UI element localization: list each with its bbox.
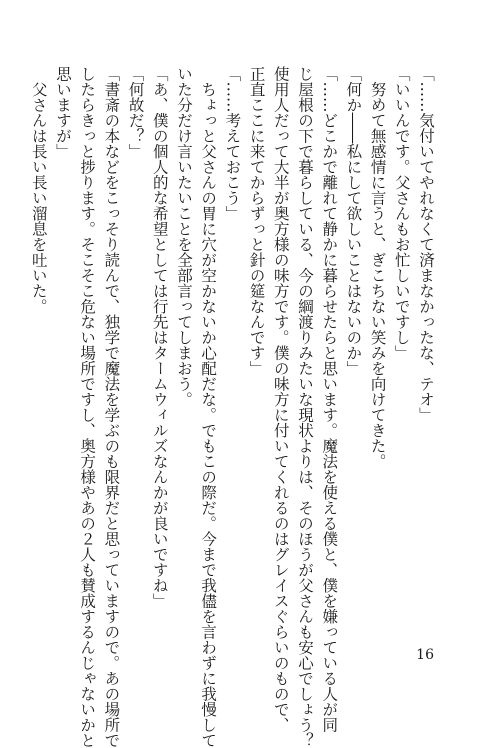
text-line: 「……気付いてやれなくて済まなかったな、テオ」: [417, 66, 435, 423]
text-line: 「……考えておこう」: [223, 66, 242, 221]
text-line: 使用人だって大半が奥方様の味方です。僕の味方に付いてくれるのはグレイスぐらいのもので、: [271, 66, 290, 733]
page-number: 16: [416, 647, 434, 663]
text-line: 「書斎の本などをこっそり読んで、独学で魔法を学ぶのも限界だと思っていますので。あの場所で: [102, 66, 121, 748]
text-line: したらきっと捗ります。そこそこ危ない場所ですし、奥方様やあの２人も賛成するんじゃないかと: [78, 66, 97, 748]
text-line: 正直ここに来てからずっと針の筵なんです」: [247, 66, 266, 376]
text-line: 「いいんです。父さんもお忙しいですし」: [392, 66, 411, 361]
text-line: 思いますが」: [53, 66, 72, 159]
text-line: 努めて無感情に言うと、ぎこちない笑みを向けてきた。: [368, 66, 387, 469]
text-line: ちょっと父さんの胃に穴が空かないか心配だな。でもこの際だ。今まで我儘を言わずに我慢して: [199, 66, 218, 748]
text-line: 「……どこかで離れて静かに暮らせたらと思います。魔法を使える僕と、僕を嫌っている人が同: [320, 66, 339, 733]
text-line: 父さんは長い長い溜息を吐いた。: [29, 66, 48, 314]
text-line: 「あ、僕の個人的な希望としては行先はタームウィルズなんかが良いですね」: [150, 66, 169, 609]
text-line: いた分だけ言いたいことを全部言ってしまおう。: [174, 66, 193, 407]
text-line: 「何か――私にして欲しいことはないのか」: [344, 66, 363, 376]
text-line: 「何故だ？」: [126, 66, 145, 159]
text-line: じ屋根の下で暮らしている、今の綱渡りみたいな現状よりは、そのほうが父さんも安心でしょう？: [295, 66, 314, 748]
